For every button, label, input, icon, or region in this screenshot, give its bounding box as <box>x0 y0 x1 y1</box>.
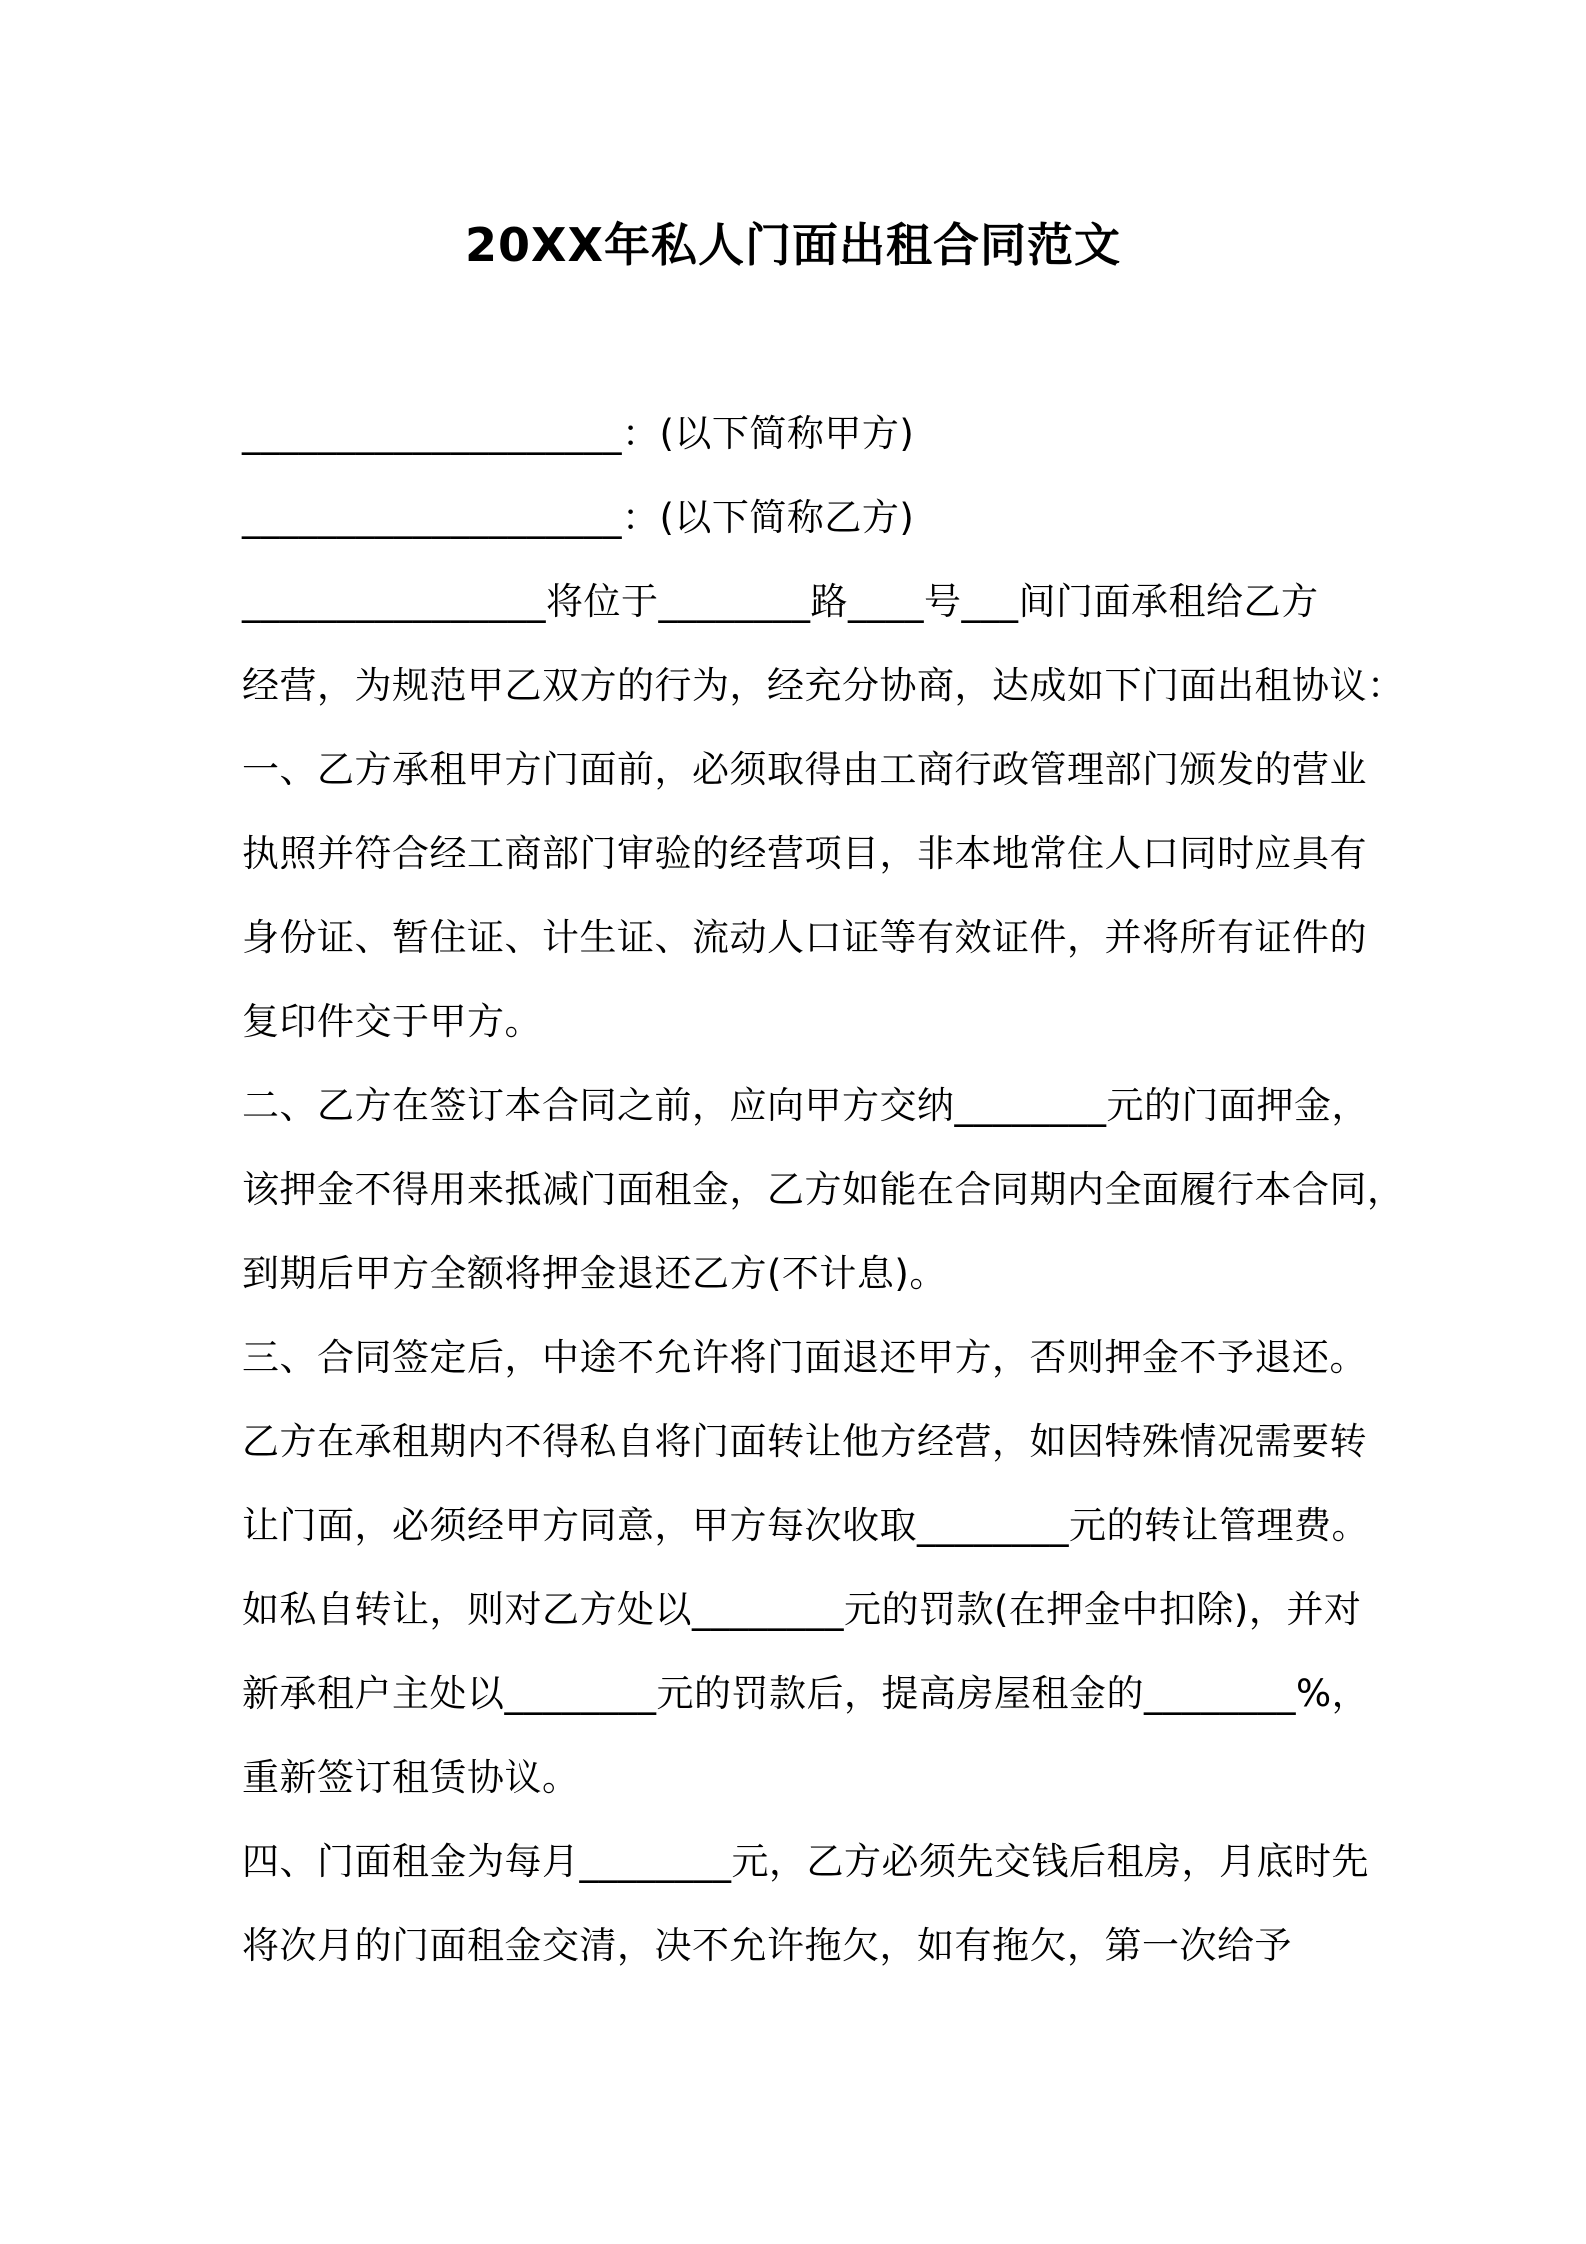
body-line: 让门面，必须经甲方同意，甲方每次收取________元的转让管理费。 <box>242 1504 1369 1547</box>
body-line: 重新签订租赁协议。 <box>242 1756 580 1799</box>
body-line: 复印件交于甲方。 <box>242 1000 542 1043</box>
body-line: 四、门面租金为每月________元，乙方必须先交钱后租房，月底时先 <box>242 1840 1369 1883</box>
body-line: 新承租户主处以________元的罚款后，提高房屋租金的________%， <box>242 1672 1370 1715</box>
party-a-line: ____________________：(以下简称甲方) <box>242 412 915 455</box>
body-line: 三、合同签定后，中途不允许将门面退还甲方，否则押金不予退还。 <box>242 1336 1367 1379</box>
body-line: 到期后甲方全额将押金退还乙方(不计息)。 <box>242 1252 947 1295</box>
body-line: 将次月的门面租金交清，决不允许拖欠，如有拖欠，第一次给予 <box>242 1924 1292 1967</box>
body-line: 如私自转让，则对乙方处以________元的罚款(在押金中扣除)，并对 <box>242 1588 1362 1631</box>
body-line: 该押金不得用来抵减门面租金，乙方如能在合同期内全面履行本合同， <box>242 1168 1405 1211</box>
body-line: 执照并符合经工商部门审验的经营项目，非本地常住人口同时应具有 <box>242 832 1367 875</box>
body-line: 经营，为规范甲乙双方的行为，经充分协商，达成如下门面出租协议： <box>242 664 1405 707</box>
body-line: 一、乙方承租甲方门面前，必须取得由工商行政管理部门颁发的营业 <box>242 748 1367 791</box>
body-line: 二、乙方在签订本合同之前，应向甲方交纳________元的门面押金， <box>242 1084 1369 1127</box>
body-line: 身份证、暂住证、计生证、流动人口证等有效证件，并将所有证件的 <box>242 916 1367 959</box>
body-line: ________________将位于________路____号___间门面承租给乙方 <box>242 580 1319 623</box>
body-line: 乙方在承租期内不得私自将门面转让他方经营，如因特殊情况需要转 <box>242 1420 1367 1463</box>
document-title: 20XX年私人门面出租合同范文 <box>465 218 1121 272</box>
party-b-line: ____________________：(以下简称乙方) <box>242 496 915 539</box>
